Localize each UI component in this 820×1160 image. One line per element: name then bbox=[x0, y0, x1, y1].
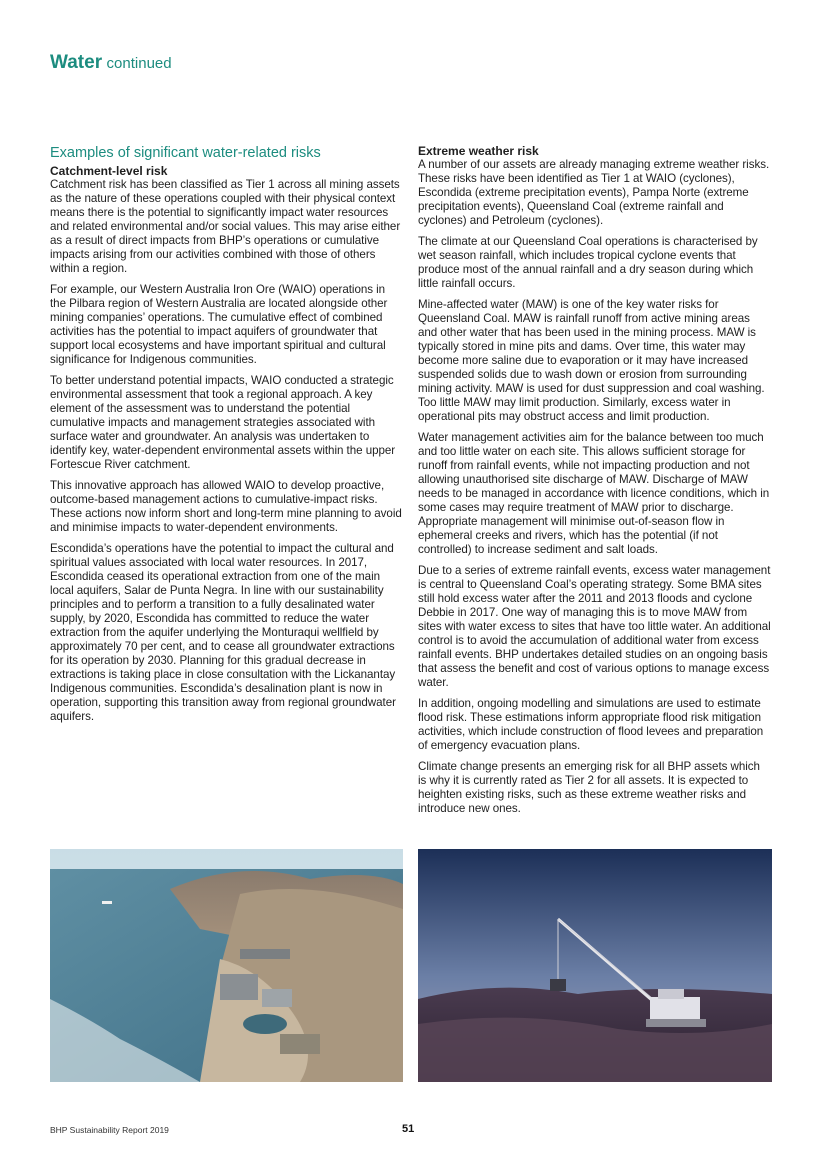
page-header bbox=[50, 52, 172, 74]
extreme-weather-heading: Extreme weather risk bbox=[418, 144, 539, 158]
paragraph: For example, our Western Australia Iron Ore (WAIO) operations in the Pilbara region of Western Australia are located alongside other mining companies’ operations. The cumulative effect of combined activities has the potential to impact aquifers of groundwater that support local ecosystems and have important spiritual and cultural significance for Indigenous communities. bbox=[50, 283, 388, 366]
paragraph: Due to a series of extreme rainfall events, excess water management is central to Queensland Coal’s operating strategy. Some BMA sites still hold excess water after the 2011 and 2013 floods and cyclone Debbie in 2017. One way of managing this is to move MAW from sites with water excess to sites that have too little water. An additional control is to avoid the accumulation of additional water from excess rainfall events. BHP undertakes detailed studies on an ongoing basis that assess the benefit and cost of various options to manage excess water. bbox=[418, 564, 771, 689]
right-column bbox=[418, 144, 771, 823]
paragraph: To better understand potential impacts, WAIO conducted a strategic environmental assessment that took a regional approach. A key element of the assessment was to understand the potential cumulative impacts and management strategies associated with surface water and groundwater. An analysis was undertaken to identify key, water-dependent environmental assets within the upper Fortescue River catchment. bbox=[50, 374, 396, 471]
paragraph: Climate change presents an emerging risk for all BHP assets which is why it is currently rated as Tier 2 for all assets. It is expected to heighten existing risks, such as these extreme weather risks and introduce new ones. bbox=[418, 760, 760, 815]
report-name: BHP Sustainability Report 2019 bbox=[50, 1125, 169, 1135]
section-title: Examples of significant water-related risks bbox=[50, 145, 321, 161]
paragraph: Mine-affected water (MAW) is one of the key water risks for Queensland Coal. MAW is rainfall runoff from active mining areas and other water that has been used in the mining process. MAW is typically stored in mine pits and dams. Over time, this water may become more saline due to evaporation or it may have increased suspended solids due to wash down or erosion from surrounding mining activity. MAW is used for dust suppression and coal washing. Too little MAW may limit production. Similarly, excess water in operational pits may obstruct access and limit production. bbox=[418, 298, 765, 423]
paragraph: A number of our assets are already managing extreme weather risks. These risks have been identified as Tier 1 at WAIO (cyclones), Escondida (extreme precipitation events), Pampa Norte (extreme precipitation events), Queensland Coal (extreme rainfall and cyclones) and Petroleum (cyclones). bbox=[418, 158, 770, 227]
catchment-risk-heading: Catchment-level risk bbox=[50, 164, 168, 178]
paragraph: Water management activities aim for the balance between too much and too little water on each site. This allows sufficient storage for runoff from rainfall events, while not impacting production and not allowing unauthorised site discharge of MAW. Discharge of MAW needs to be managed in accordance with licence conditions, which in some cases may require treatment of MAW prior to discharge. Appropriate management will minimise out-of-season flow in ephemeral creeks and rivers, which has the potential (if not controlled) to increase sediment and salt loads. bbox=[418, 431, 770, 556]
page-number: 51 bbox=[402, 1123, 415, 1135]
paragraph: This innovative approach has allowed WAIO to develop proactive, outcome-based management actions to cumulative-impact risks. These actions now inform short and long-term mine planning to avoid and minimise impacts to water-dependent environments. bbox=[50, 479, 402, 534]
desalination-plant-photo bbox=[50, 849, 403, 1082]
dragline-photo bbox=[418, 849, 772, 1082]
paragraph: The climate at our Queensland Coal operations is characterised by wet season rainfall, which includes tropical cyclone events that produce most of the annual rainfall and a dry season during which little rainfall occurs. bbox=[418, 235, 758, 290]
coastal-plant-illustration bbox=[50, 849, 403, 1082]
paragraph: Catchment risk has been classified as Tier 1 across all mining assets as the nature of these operations coupled with their physical context means there is the potential to significantly impact water resources and related environmental and/or social values. This may arise either as a result of direct impacts from BHP’s operations or cumulative impacts arising from our activities combined with those of others within a region. bbox=[50, 178, 401, 275]
paragraph: In addition, ongoing modelling and simulations are used to estimate flood risk. These estimations inform appropriate flood risk mitigation activities, which include construction of flood levees and preparation of emergency evacuation plans. bbox=[418, 697, 764, 752]
page-subtitle: continued bbox=[106, 55, 172, 72]
page-title: Water bbox=[50, 52, 103, 73]
left-column bbox=[50, 144, 403, 731]
paragraph: Escondida’s operations have the potential to impact the cultural and spiritual values associated with local water resources. In 2017, Escondida ceased its operational extraction from one of the main local aquifers, Salar de Punta Negra. In line with our sustainability principles and to perform a transition to a fully desalinated water supply, by 2020, Escondida has committed to reduce the water extraction from the aquifer underlying the Monturaqui wellfield by approximately 70 per cent, and to cease all groundwater extractions for its operation by 2030. Planning for this gradual decrease in extractions is taking place in close consultation with the Lickanantay Indigenous communities. Escondida’s desalination plant is now in operation, supporting this transition away from regional groundwater aquifers. bbox=[50, 542, 396, 723]
dragline-illustration bbox=[418, 849, 772, 1082]
